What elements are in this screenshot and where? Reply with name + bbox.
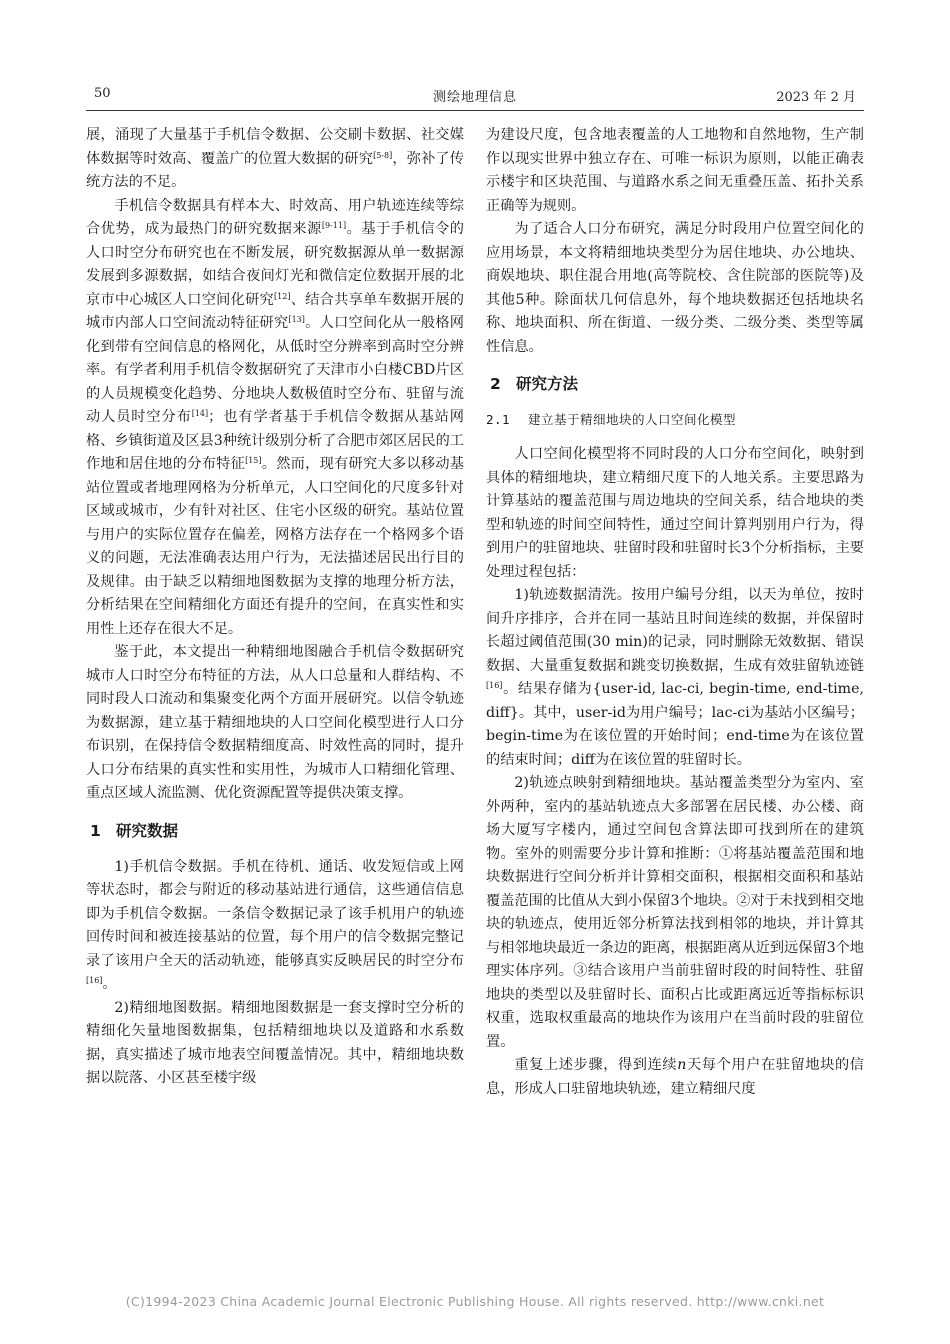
citation[interactable]: [14] <box>191 409 209 418</box>
citation[interactable]: [16] <box>486 681 503 690</box>
subsection-heading: 2.1 建立基于精细地块的人口空间化模型 <box>486 412 737 427</box>
paragraph: 1)手机信令数据。手机在待机、通话、收发短信或上网等状态时，都会与附近的移动基站进行通信，这些通信信息即为手机信令数据。一条信令数据记录了该手机用户的轨迹回传时间和被连接基站的位置，每个用户的信令数据完整记录了该用户全天的活动轨迹，能够真实反映居民的时空分布[16]。 <box>86 858 464 992</box>
paragraph: 鉴于此，本文提出一种精细地图融合手机信令数据研究城市人口时空分布特征的方法，从人口总量和人群结构、不同时段人口流动和集聚变化两个方面开展研究。以信令轨迹为数据源，建立基于精细地块的人口空间化模型进行人口分布识别，在保持信令数据精细度高、时效性高的同时，提升人口分布结果的真实性和实用性，为城市人口精细化管理、重点区域人流监测、优化资源配置等提供决策支撑。 <box>86 644 464 801</box>
right-column <box>486 124 864 1101</box>
citation[interactable]: [13] <box>288 315 305 324</box>
page-number: 50 <box>94 86 111 101</box>
section-heading: 1 研究数据 <box>90 821 179 840</box>
paragraph: 展，涌现了大量基于手机信令数据、公交刷卡数据、社交媒体数据等时效高、覆盖广的位置大数据的研究[5-8]，弥补了传统方法的不足。 <box>86 127 464 190</box>
paragraph: 为建设尺度，包含地表覆盖的人工地物和自然地物，生产制作以现实世界中独立存在、可唯一标识为原则，以能正确表示楼宇和区块范围、与道路水系之间无重叠压盖、拓扑关系正确等为规则。 <box>486 127 864 214</box>
citation[interactable]: [16] <box>86 976 103 985</box>
citation[interactable]: [12] <box>274 291 291 301</box>
left-column <box>86 124 464 1091</box>
paragraph: 人口空间化模型将不同时段的人口分布空间化，映射到具体的精细地块，建立精细尺度下的人地关系。主要思路为计算基站的覆盖范围与周边地块的空间关系，结合地块的类型和轨迹的时间空间特性，通过空间计算判别用户行为，得到用户的驻留地块、驻留时段和驻留时长3个分析指标，主要处理过程包括： <box>486 446 864 580</box>
paragraph: 为了适合人口分布研究，满足分时段用户位置空间化的应用场景，本文将精细地块类型分为居住地块、办公地块、商娱地块、职住混合用地(高等院校、含住院部的医院等)及其他5种。除面状几何信息外，每个地块数据还包括地块名称、地块面积、所在街道、一级分类、二级分类、类型等属性信息。 <box>486 221 864 355</box>
paragraph: 重复上述步骤，得到连续n天每个用户在驻留地块的信息，形成人口驻留地块轨迹，建立精细尺度 <box>486 1057 864 1097</box>
issue-date: 2023 年 2 月 <box>776 90 856 105</box>
copyright-footer: (C)1994-2023 China Academic Journal Electronic Publishing House. All rights reserved. http://www.cnki.net <box>125 1294 825 1309</box>
running-header <box>86 86 864 108</box>
paragraph: 手机信令数据具有样本大、时效高、用户轨迹连续等综合优势，成为最热门的研究数据来源[9-11]。基于手机信令的人口时空分布研究也在不断发展，研究数据源从单一数据源发展到多源数据，如结合夜间灯光和微信定位数据开展的北京市中心城区人口空间化研究[12]、结合共享单车数据开展的城市内部人口空间流动特征研究[13]。人口空间化从一般格网化到带有空间信息的格网化，从低时空分辨率到高时空分辨率。有学者利用手机信令数据研究了天津市小白楼CBD片区的人员规模变化趋势、分地块人数极值时空分布、驻留与流动人员时空分布[14]；也有学者基于手机信令数据从基站网格、乡镇街道及区县3种统计级别分析了合肥市郊区居民的工作地和居住地的分布特征[15]。然而，现有研究大多以移动基站位置或者地理网格为分析单元，人口空间化的尺度多针对区域或城市，少有针对社区、住宅小区级的研究。基站位置与用户的实际位置存在偏差，网格方法存在一个格网多个语义的问题，无法准确表达用户行为，无法描述居民出行目的及规律。由于缺乏以精细地图数据为支撑的地理分析方法，分析结果在空间精细化方面还有提升的空间，在真实性和实用性上还存在很大不足。 <box>86 197 464 637</box>
citation[interactable]: [9-11] <box>321 221 347 230</box>
citation[interactable]: [5-8] <box>373 150 393 160</box>
header-rule <box>86 110 864 111</box>
journal-title: 测绘地理信息 <box>432 90 517 105</box>
paragraph: 2)精细地图数据。精细地图数据是一套支撑时空分析的精细化矢量地图数据集，包括精细地块以及道路和水系数据，真实描述了城市地表空间覆盖情况。其中，精细地块数据以院落、小区甚至楼宇级 <box>86 999 464 1086</box>
paragraph: 1)轨迹数据清洗。按用户编号分组，以天为单位，按时间升序排序，合并在同一基站且时间连续的数据，并保留时长超过阈值范围(30 min)的记录，同时删除无效数据、错误数据、大量重复数据和跳变切换数据，生成有效驻留轨迹链[16]。结果存储为{user-id, lac-ci, begin-time, end-time, diff}。其中，user-id为用户编号；lac-ci为基站小区编号；begin-time为在该位置的开始时间；end-time为在该位置的结束时间；diff为在该位置的驻留时长。 <box>486 587 864 768</box>
paragraph: 2)轨迹点映射到精细地块。基站覆盖类型分为室内、室外两种，室内的基站轨迹点大多部署在居民楼、办公楼、商场大厦写字楼内，通过空间包含算法即可找到所在的建筑物。室外的则需要分步计算和推断：①将基站覆盖范围和地块数据进行空间分析并计算相交面积，根据相交面积和基站覆盖范围的比值从大到小保留3个地块。②对于未找到相交地块的轨迹点，使用近邻分析算法找到相邻的地块，并计算其与相邻地块最近一条边的距离，根据距离从近到远保留3个地理实体序列。③结合该用户当前驻留时段的时间特性、驻留地块的类型以及驻留时长、面积占比或距离远近等指标标识权重，选取权重最高的地块作为该用户在当前时段的驻留位置。 <box>486 775 864 1050</box>
section-heading: 2 研究方法 <box>490 375 579 393</box>
citation[interactable]: [15] <box>245 456 262 465</box>
